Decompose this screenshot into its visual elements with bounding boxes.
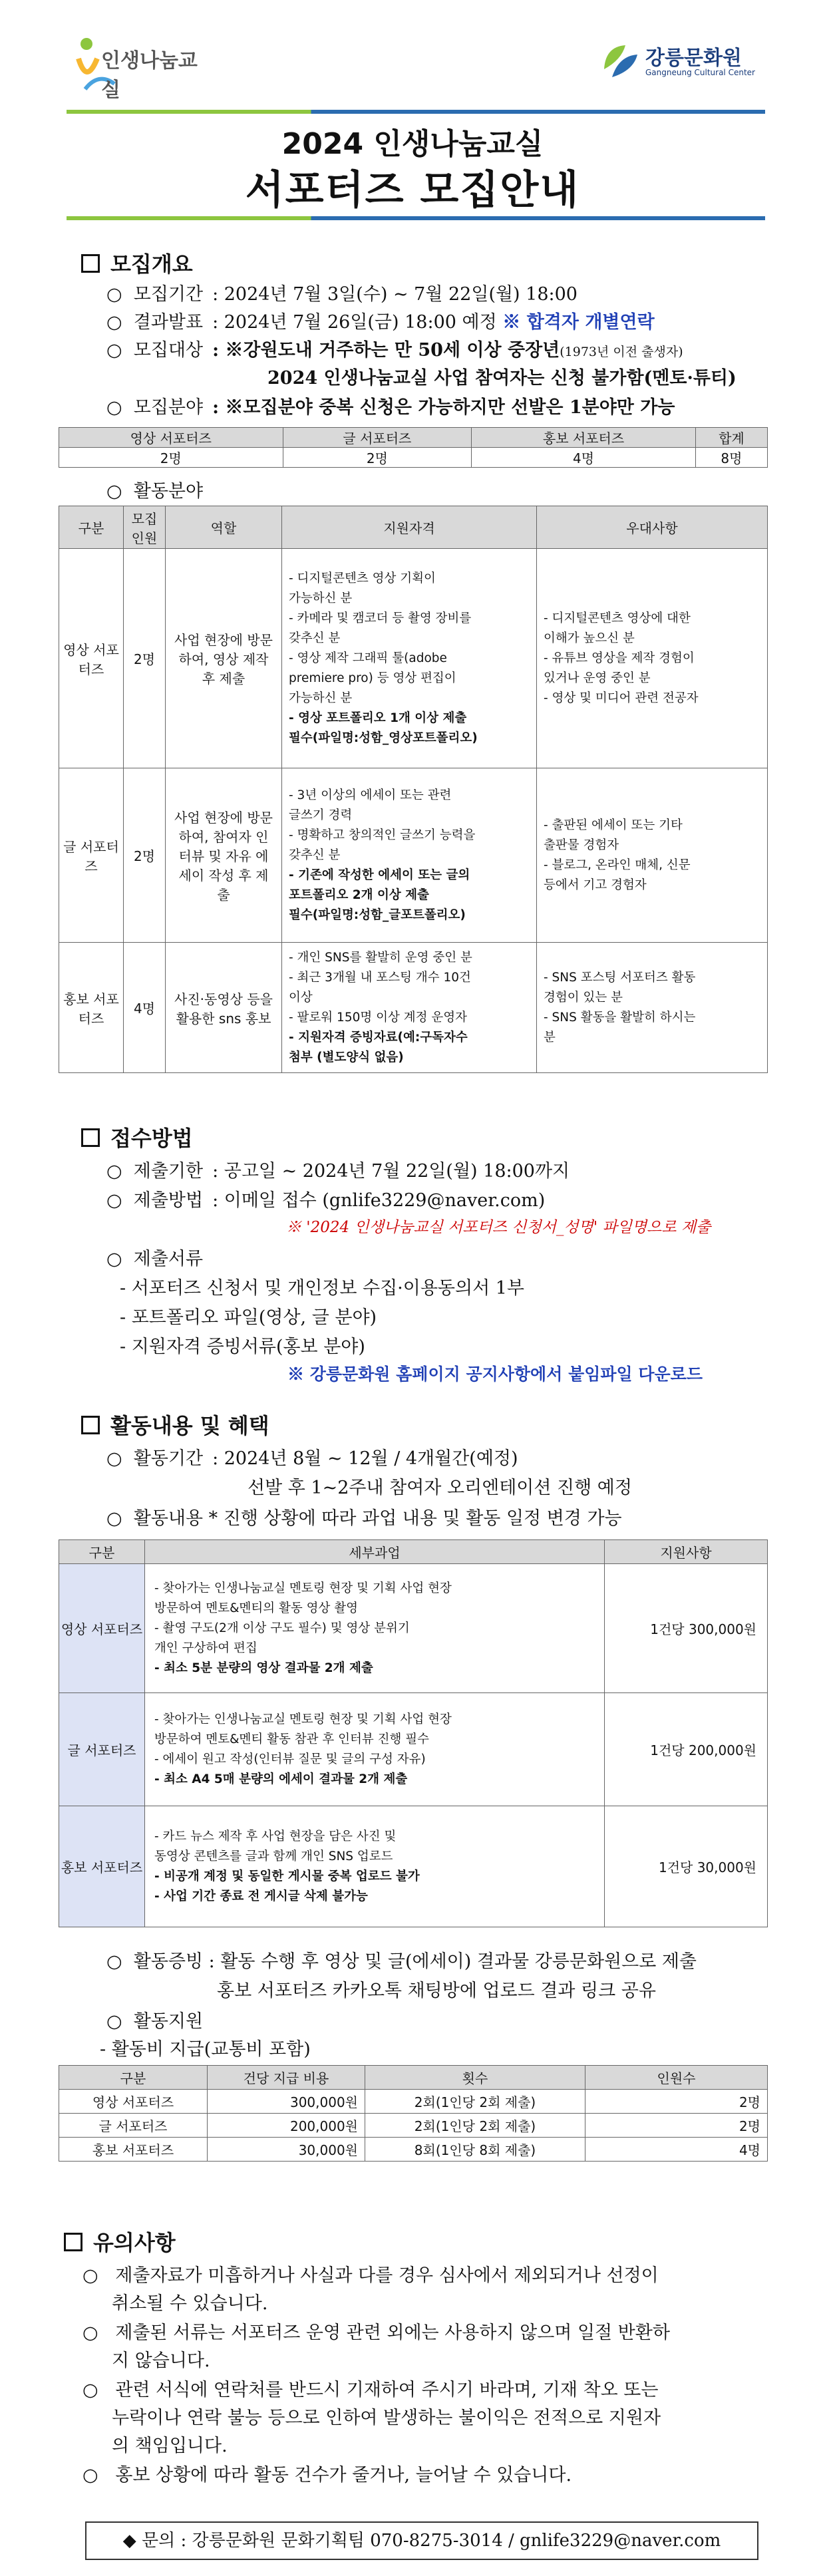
field-header: 모집 인원	[124, 506, 166, 549]
field-header: 구분	[59, 506, 124, 549]
activity-period: ○ 활동기간 : 2024년 8월 ~ 12월 / 4개월간(예정)	[106, 1448, 518, 1469]
program-logo	[72, 32, 198, 102]
count-value: 8명	[695, 448, 767, 468]
count-value: 2명	[283, 448, 472, 468]
activity-support: 1건당 30,000원	[605, 1806, 768, 1927]
square-bullet-icon	[81, 1416, 100, 1434]
field-qualification: - 개인 SNS를 활발히 운영 중인 분 - 최근 3개월 내 포스팅 개수 10건 이상 - 팔로워 150명 이상 계정 운영자 - 지원자격 증빙자료(예:구독자수 첨부 (별도양식 없음)	[282, 943, 537, 1073]
program-logo-text: 인생나눔교실	[101, 49, 198, 102]
field-header: 지원자격	[282, 506, 537, 549]
apply-doc-item: - 지원자격 증빙서류(홍보 분야)	[120, 1337, 365, 1357]
apply-homepage-note: ※ 강릉문화원 홈페이지 공지사항에서 붙임파일 다운로드	[287, 1365, 703, 1384]
apply-doc-item: - 포트폴리오 파일(영상, 글 분야)	[120, 1307, 377, 1328]
activity-name: 홍보 서포터즈	[59, 1806, 145, 1927]
field-header: 역할	[166, 506, 282, 549]
field-qualification: - 3년 이상의 에세이 또는 관련 글쓰기 경력 - 명확하고 창의적인 글쓰기 능력을 갖추신 분 - 기존에 작성한 에세이 또는 글의 포트폴리오 2개 이상 제출 필수(파일명:성함_글포트폴리오)	[282, 768, 537, 943]
activity-header: 지원사항	[605, 1540, 768, 1564]
pay-row	[59, 2114, 768, 2138]
pay-header: 건당 지급 비용	[208, 2066, 365, 2090]
field-count: 2명	[124, 549, 166, 768]
page-title: 서포터즈 모집안내	[245, 167, 580, 214]
recruit-count-table	[59, 427, 768, 468]
apply-doc-item: - 서포터즈 신청서 및 개인정보 수집·이용동의서 1부	[120, 1278, 525, 1299]
cultural-center-logo	[599, 40, 765, 93]
note-item-cont: 취소될 수 있습니다.	[112, 2293, 268, 2314]
pay-cell: 2명	[585, 2090, 768, 2114]
activity-tasks: - 찾아가는 인생나눔교실 멘토링 현장 및 기획 사업 현장 방문하여 멘토&멘티의 활동 영상 촬영 - 촬영 구도(2개 이상 구도 필수) 및 영상 분위기 개인 구상하여 편집 - 최소 5분 분량의 영상 결과물 2개 제출	[145, 1564, 605, 1693]
pay-cell: 200,000원	[208, 2114, 365, 2138]
recruit-field: ○ 모집분야 : ※모집분야 중복 신청은 가능하지만 선발은 1분야만 가능	[106, 397, 675, 418]
count-header: 홍보 서포터즈	[472, 428, 696, 448]
center-name-kr: 강릉문화원	[645, 47, 742, 70]
note-item: ○ 제출된 서류는 서포터즈 운영 관련 외에는 사용하지 않으며 일절 반환하	[82, 2323, 670, 2343]
field-preference: - 출판된 에세이 또는 기타 출판물 경험자 - 블로그, 온라인 매체, 신문 등에서 기고 경험자	[537, 768, 768, 943]
activity-field-label: ○ 활동분야	[106, 481, 204, 502]
field-count: 4명	[124, 943, 166, 1073]
activity-support: 1건당 200,000원	[605, 1693, 768, 1806]
count-value: 4명	[472, 448, 696, 468]
apply-method: ○ 제출방법 : 이메일 접수 (gnlife3229@naver.com)	[106, 1190, 546, 1211]
field-row-writing	[59, 768, 768, 943]
pay-row	[59, 2138, 768, 2162]
field-preference: - 디지털콘텐츠 영상에 대한 이해가 높으신 분 - 유튜브 영상을 제작 경험이 있거나 운영 중인 분 - 영상 및 미디어 관련 전공자	[537, 549, 768, 768]
field-qualification: - 디지털콘텐츠 영상 기획이 가능하신 분 - 카메라 및 캠코더 등 촬영 장비를 갖추신 분 - 영상 제작 그래픽 툴(adobe premiere pro) 등 영상 편집이 가능하신 분 - 영상 포트폴리오 1개 이상 제출 필수(파일명:성함_영상포트폴리오)	[282, 549, 537, 768]
pay-cell: 8회(1인당 8회 제출)	[365, 2138, 585, 2162]
activity-name: 글 서포터즈	[59, 1693, 145, 1806]
activity-support-label: ○ 활동지원	[106, 2011, 204, 2032]
field-header: 우대사항	[537, 506, 768, 549]
recruit-result: ○ 결과발표 : 2024년 7월 26일(금) 18:00 예정 ※ 합격자 개별연락	[106, 312, 655, 333]
title-year: 2024 인생나눔교실	[281, 127, 544, 161]
recruit-period: ○ 모집기간 : 2024년 7월 3일(수) ~ 7월 22일(월) 18:00	[106, 284, 578, 305]
count-header: 합계	[695, 428, 767, 448]
pay-row	[59, 2090, 768, 2114]
pay-cell: 2회(1인당 2회 제출)	[365, 2114, 585, 2138]
field-role: 사업 현장에 방문하여, 영상 제작 후 제출	[166, 549, 282, 768]
activity-row-video	[59, 1564, 768, 1693]
pay-cell: 4명	[585, 2138, 768, 2162]
activity-table	[59, 1539, 768, 1927]
apply-filename-note: ※ '2024 인생나눔교실 서포터즈 신청서_성명' 파일명으로 제출	[286, 1219, 711, 1236]
center-name-en: Gangneung Cultural Center	[645, 68, 755, 77]
section-recruit-heading: 모집개요	[81, 247, 193, 278]
field-name: 홍보 서포터즈	[59, 943, 124, 1073]
count-header: 글 서포터즈	[283, 428, 472, 448]
field-preference: - SNS 포스팅 서포터즈 활동 경험이 있는 분 - SNS 활동을 활발히 하시는 분	[537, 943, 768, 1073]
square-bullet-icon	[81, 254, 100, 273]
field-row-video	[59, 549, 768, 768]
note-item: ○ 제출자료가 미흡하거나 사실과 다를 경우 심사에서 제외되거나 선정이	[82, 2265, 659, 2286]
activity-period-note: 선발 후 1~2주내 참여자 오리엔테이션 진행 예정	[248, 1478, 632, 1498]
activity-proof-line2: 홍보 서포터즈 카카오톡 채팅방에 업로드 결과 링크 공유	[217, 1981, 656, 2001]
field-name: 글 서포터즈	[59, 768, 124, 943]
note-item-cont: 누락이나 연락 불능 등으로 인하여 발생하는 불이익은 전적으로 지원자	[112, 2408, 661, 2428]
activity-tasks: - 찾아가는 인생나눔교실 멘토링 현장 및 기획 사업 현장 방문하여 멘토&멘티 활동 참관 후 인터뷰 진행 필수 - 에세이 원고 작성(인터뷰 질문 및 글의 구성 자유) - 최소 A4 5매 분량의 에세이 결과물 2개 제출	[145, 1693, 605, 1806]
square-bullet-icon	[81, 1128, 100, 1147]
recruit-target: ○ 모집대상 : ※강원도내 거주하는 만 50세 이상 중장년(1973년 이전 출생자)	[106, 340, 683, 361]
square-bullet-icon	[64, 2233, 82, 2251]
header-divider-top	[67, 110, 765, 114]
activity-proof: ○ 활동증빙 : 활동 수행 후 영상 및 글(에세이) 결과물 강릉문화원으로 제출	[106, 1951, 697, 1972]
activity-support-sub: - 활동비 지급(교통비 포함)	[100, 2039, 311, 2060]
pay-cell: 홍보 서포터즈	[59, 2138, 208, 2162]
field-role: 사진·동영상 등을 활용한 sns 홍보	[166, 943, 282, 1073]
pay-cell: 영상 서포터즈	[59, 2090, 208, 2114]
activity-row-writing	[59, 1693, 768, 1806]
section-notes-heading: 유의사항	[64, 2226, 176, 2257]
header-divider-bottom	[67, 216, 765, 220]
activity-support: 1건당 300,000원	[605, 1564, 768, 1693]
field-table	[59, 506, 768, 1073]
pay-cell: 300,000원	[208, 2090, 365, 2114]
pay-header: 구분	[59, 2066, 208, 2090]
note-item: ○ 관련 서식에 연락처를 반드시 기재하여 주시기 바라며, 기재 착오 또는	[82, 2380, 659, 2400]
pay-header: 횟수	[365, 2066, 585, 2090]
note-item: ○ 홍보 상황에 따라 활동 건수가 줄거나, 늘어날 수 있습니다.	[82, 2465, 572, 2486]
count-header: 영상 서포터즈	[59, 428, 283, 448]
count-value: 2명	[59, 448, 283, 468]
field-role: 사업 현장에 방문하여, 참여자 인터뷰 및 자유 에세이 작성 후 제출	[166, 768, 282, 943]
field-name: 영상 서포터즈	[59, 549, 124, 768]
field-row-promotion	[59, 943, 768, 1073]
activity-header: 구분	[59, 1540, 145, 1564]
activity-name: 영상 서포터즈	[59, 1564, 145, 1693]
pay-cell: 글 서포터즈	[59, 2114, 208, 2138]
activity-tasks: - 카드 뉴스 제작 후 사업 현장을 담은 사진 및 동영상 콘텐츠를 글과 함께 개인 SNS 업로드 - 비공개 계정 및 동일한 게시물 중복 업로드 불가 - 사업 기간 종료 전 게시글 삭제 불가능	[145, 1806, 605, 1927]
section-activity-heading: 활동내용 및 혜택	[81, 1409, 269, 1440]
note-item-cont: 지 않습니다.	[112, 2350, 210, 2371]
apply-deadline: ○ 제출기한 : 공고일 ~ 2024년 7월 22일(월) 18:00까지	[106, 1161, 570, 1182]
contact-box: ◆ 문의 : 강릉문화원 문화기획팀 070-8275-3014 / gnlife3229@naver.com	[85, 2521, 758, 2560]
note-item-cont: 의 책임입니다.	[112, 2436, 228, 2456]
pay-cell: 2명	[585, 2114, 768, 2138]
activity-row-promotion	[59, 1806, 768, 1927]
leaf-icon	[599, 40, 641, 82]
apply-docs-label: ○ 제출서류	[106, 1249, 204, 1269]
recruit-target-note: 2024 인생나눔교실 사업 참여자는 신청 불가함(멘토·튜티)	[267, 368, 737, 389]
pay-cell: 30,000원	[208, 2138, 365, 2162]
activity-content-note: ○ 활동내용 * 진행 상황에 따라 과업 내용 및 활동 일정 변경 가능	[106, 1508, 622, 1529]
pay-header: 인원수	[585, 2066, 768, 2090]
activity-header: 세부과업	[145, 1540, 605, 1564]
field-count: 2명	[124, 768, 166, 943]
pay-table	[59, 2065, 768, 2162]
pay-cell: 2회(1인당 2회 제출)	[365, 2090, 585, 2114]
section-apply-heading: 접수방법	[81, 1122, 193, 1152]
